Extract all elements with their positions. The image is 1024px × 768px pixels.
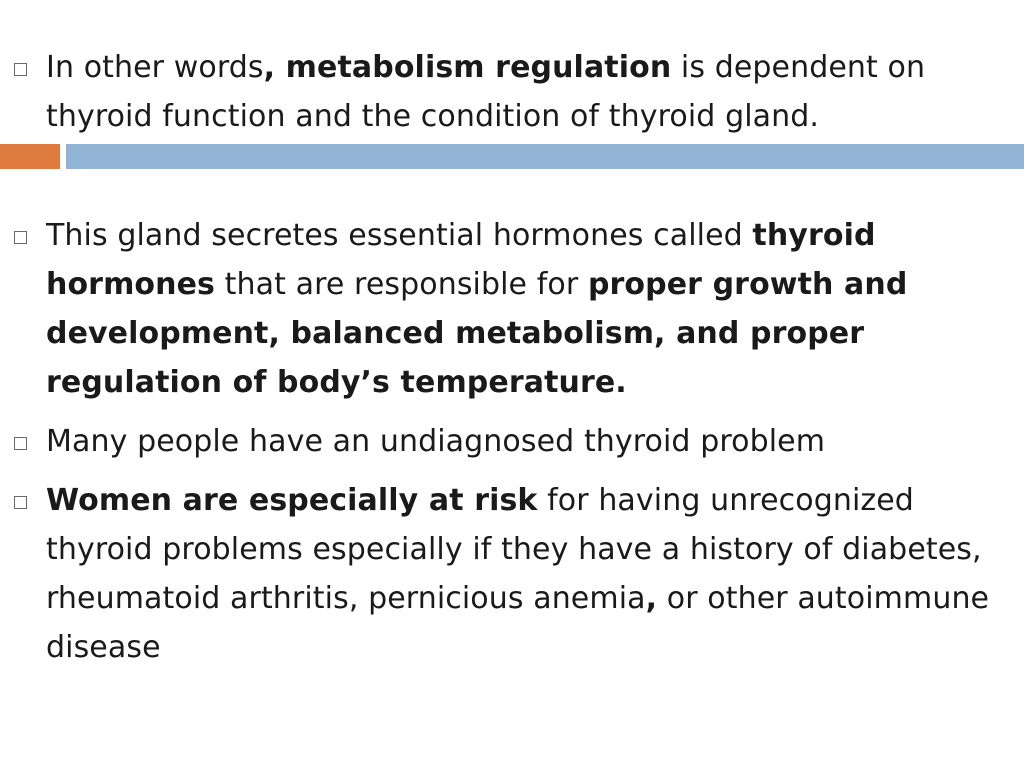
square-bullet-icon [14, 63, 27, 76]
bullet-1-bold-term: , metabolism regulation [263, 50, 672, 85]
square-bullet-icon [14, 437, 27, 450]
bullet-2-bold-phrase: proper growth and development, balanced metabolism, and proper regulation of body’s temperature. [46, 267, 908, 400]
bullet-text-4 [46, 476, 1011, 672]
bullet-text-1 [46, 43, 1011, 141]
bullet-4-text-a: for having unrecognized thyroid problems especially if they have a history of diabetes, rheumatoid arthritis, pernicious anemia [46, 483, 982, 616]
bullet-3-text: Many people have an undiagnosed thyroid problem [46, 424, 826, 459]
bullet-1-text-b: is dependent on thyroid function and the condition of thyroid gland. [46, 50, 926, 134]
bullet-2-text-b: that are responsible for [215, 267, 588, 302]
square-bullet-icon [14, 231, 27, 244]
bullet-4-bold-phrase: Women are especially at risk [46, 483, 538, 518]
bullet-4-text-b: or other autoimmune disease [46, 581, 990, 665]
divider-accent-block [0, 144, 60, 169]
divider-bar [66, 144, 1024, 169]
bullet-2-text-a: This gland secretes essential hormones called [46, 218, 753, 253]
bullet-1-text-a: In other words [46, 50, 264, 85]
bullet-text-3 [46, 417, 1011, 466]
bullet-4-bold-comma: , [645, 581, 658, 616]
bullet-2-bold-term: thyroid hormones [46, 218, 876, 302]
square-bullet-icon [14, 496, 27, 509]
bullet-text-2 [46, 211, 1011, 407]
